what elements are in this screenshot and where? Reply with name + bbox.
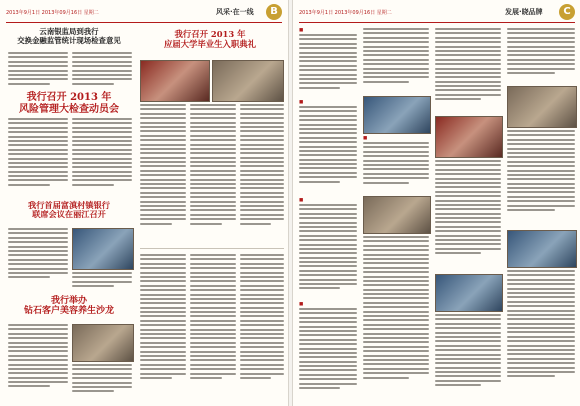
left-page-header	[6, 4, 282, 23]
col1-text-1	[299, 34, 357, 98]
col4-text-3	[507, 270, 575, 400]
col3-text-2	[435, 160, 501, 270]
article-text-4b	[72, 364, 132, 400]
salon-photo	[72, 324, 134, 362]
right-photo-3	[435, 116, 503, 158]
right-page	[292, 0, 580, 406]
article-text-4a	[8, 324, 68, 400]
right-photo-2	[363, 196, 431, 234]
article-text-1a	[8, 52, 68, 88]
col2-subhead: ■	[363, 136, 368, 141]
headline-risk-inspection: 我行召开 2013 年 风险管理大检查动员会	[19, 92, 119, 115]
article-text-5c	[240, 104, 284, 244]
headline-village-bank-meeting: 我行首届富滇村镇银行 联席会议在丽江召开	[28, 200, 110, 220]
headline-graduate-ceremony: 我行召开 2013 年 应届大学毕业生入职典礼	[163, 29, 257, 49]
col1-subhead-4: ■	[299, 302, 304, 307]
right-header-date: 2013年9月1日 2013年09月16日 星期二	[299, 10, 392, 16]
col3-text-1	[435, 28, 501, 112]
left-header-date: 2013年9月1日 2013年09月16日 星期二	[6, 10, 99, 16]
left-page-badge: B	[266, 4, 282, 20]
right-page-header	[299, 4, 575, 23]
article-text-3a	[8, 228, 68, 290]
article-text-1b	[72, 52, 132, 88]
divider	[140, 248, 284, 249]
col1-text-2	[299, 106, 357, 196]
col3-text-3	[435, 314, 501, 400]
article-text-6a	[140, 254, 186, 400]
right-photo-5	[507, 86, 577, 128]
col1-text-4	[299, 308, 357, 400]
col1-subhead-3: ■	[299, 198, 304, 203]
col2-text-1	[363, 28, 429, 92]
ceremony-photo-2	[212, 60, 284, 102]
col4-text-2	[507, 130, 575, 226]
article-text-3b	[72, 272, 132, 292]
col2-text-3	[363, 236, 429, 400]
col1-subhead-1: ■	[299, 28, 304, 33]
ceremony-photo-1	[140, 60, 210, 102]
article-text-6b	[190, 254, 236, 400]
headline-supervision-inspection: 云南银监局到我行 交换金融监管统计现场检查意见	[17, 27, 121, 45]
article-text-5a	[140, 104, 186, 244]
col2-text-2	[363, 142, 429, 192]
left-page	[0, 0, 289, 406]
article-text-2b	[72, 118, 132, 196]
right-page-badge: C	[559, 4, 575, 20]
headline-vip-salon: 我行举办 钻石客户美容养生沙龙	[23, 296, 114, 317]
right-photo-1	[363, 96, 431, 134]
right-section-name: 发展·晓品牌	[505, 8, 543, 16]
right-photo-6	[507, 230, 577, 268]
col1-subhead-2: ■	[299, 100, 304, 105]
col1-text-3	[299, 204, 357, 300]
meeting-photo	[72, 228, 134, 270]
article-text-2a	[8, 118, 68, 196]
right-photo-4	[435, 274, 503, 312]
article-text-6c	[240, 254, 284, 400]
left-section-name: 风采·在一线	[216, 8, 254, 16]
col4-text-1	[507, 28, 575, 82]
article-text-5b	[190, 104, 236, 244]
